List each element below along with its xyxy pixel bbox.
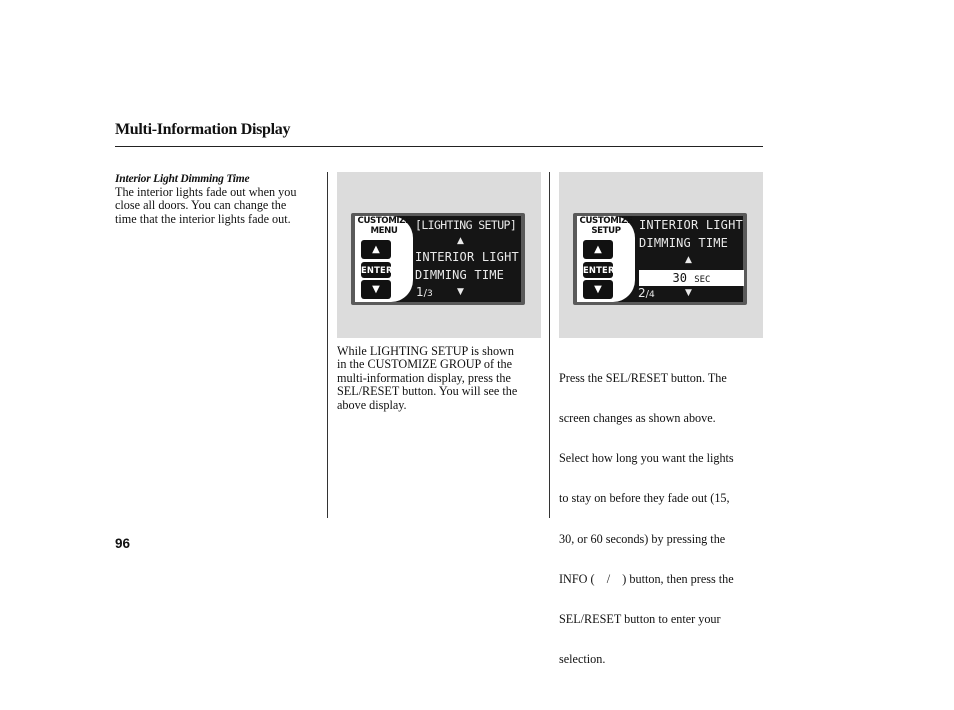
text-line: SEL/RESET button. You will see the — [337, 384, 518, 399]
panel-label — [355, 217, 413, 236]
column-divider-2 — [549, 172, 550, 518]
text-line: selection. — [559, 652, 606, 667]
selected-value-box — [639, 270, 744, 286]
text-line: INFO ( / ) button, then press the — [559, 571, 734, 586]
display-figure-1 — [337, 172, 541, 338]
text-line: The interior lights fade out when you — [115, 185, 297, 199]
column-divider-1 — [327, 172, 328, 518]
text-line: screen changes as shown above. — [559, 411, 716, 426]
up-arrow-icon: ▲ — [583, 240, 613, 259]
text-line: SEL/RESET button to enter your — [559, 612, 721, 627]
panel-label-line: CUSTOMIZE — [579, 216, 633, 226]
text-line: close all doors. You can change the — [115, 198, 287, 213]
enter-button: ENTER — [361, 262, 391, 278]
down-triangle-icon: ▼ — [685, 288, 692, 298]
lcd-frame — [351, 213, 525, 305]
lcd-screen — [577, 216, 743, 302]
panel-label — [577, 217, 635, 236]
down-arrow-icon: ▼ — [361, 280, 391, 299]
up-triangle-icon: ▲ — [457, 236, 464, 246]
button-panel — [355, 216, 413, 302]
text-line: Press the SEL/RESET button. The — [559, 370, 727, 385]
text-line: above display. — [337, 397, 407, 412]
screen-line-1: INTERIOR LIGHT — [639, 218, 743, 232]
display-figure-2 — [559, 172, 763, 338]
panel-label-line: SETUP — [591, 225, 621, 236]
down-triangle-icon: ▼ — [457, 287, 464, 297]
panel-label-line: MENU — [370, 225, 398, 236]
screen-line-2: DIMMING TIME — [639, 236, 729, 250]
header-rule — [115, 146, 763, 147]
text-line: 30, or 60 seconds) by pressing the — [559, 531, 726, 546]
panel-label-line: CUSTOMIZE — [357, 216, 411, 226]
selected-unit: SEC — [694, 275, 711, 285]
text-line: multi-information display, press the — [337, 370, 511, 385]
page-indicator: 2/4 — [638, 286, 655, 300]
up-arrow-icon: ▲ — [361, 240, 391, 259]
screen-line-1: [LIGHTING SETUP] — [415, 218, 517, 232]
page-number: 96 — [115, 536, 131, 551]
screen-line-2: INTERIOR LIGHT — [415, 250, 519, 264]
left-paragraph — [115, 186, 325, 226]
page-indicator-num: 2 — [638, 286, 646, 300]
page-indicator-num: 1 — [416, 285, 424, 299]
enter-button: ENTER — [583, 262, 613, 278]
text-line: in the CUSTOMIZE GROUP of the — [337, 357, 513, 372]
screen-line-3: DIMMING TIME — [415, 268, 505, 282]
page-indicator-den: 3 — [427, 289, 433, 299]
lcd-frame — [573, 213, 747, 305]
page-indicator-den: 4 — [649, 290, 655, 300]
selected-value: 30 — [672, 271, 687, 285]
down-arrow-icon: ▼ — [583, 280, 613, 299]
section-heading: Interior Light Dimming Time — [115, 173, 250, 185]
right-paragraph — [559, 345, 764, 680]
text-line: time that the interior lights fade out. — [115, 211, 291, 226]
lcd-screen — [355, 216, 521, 302]
page-indicator: 1/3 — [416, 285, 433, 299]
page-title: Multi-Information Display — [115, 121, 291, 138]
up-triangle-icon: ▲ — [685, 255, 692, 265]
text-line: While LIGHTING SETUP is shown — [337, 344, 514, 358]
middle-paragraph — [337, 345, 547, 412]
text-line: Select how long you want the lights — [559, 451, 734, 466]
button-panel — [577, 216, 635, 302]
text-line: to stay on before they fade out (15, — [559, 491, 730, 506]
